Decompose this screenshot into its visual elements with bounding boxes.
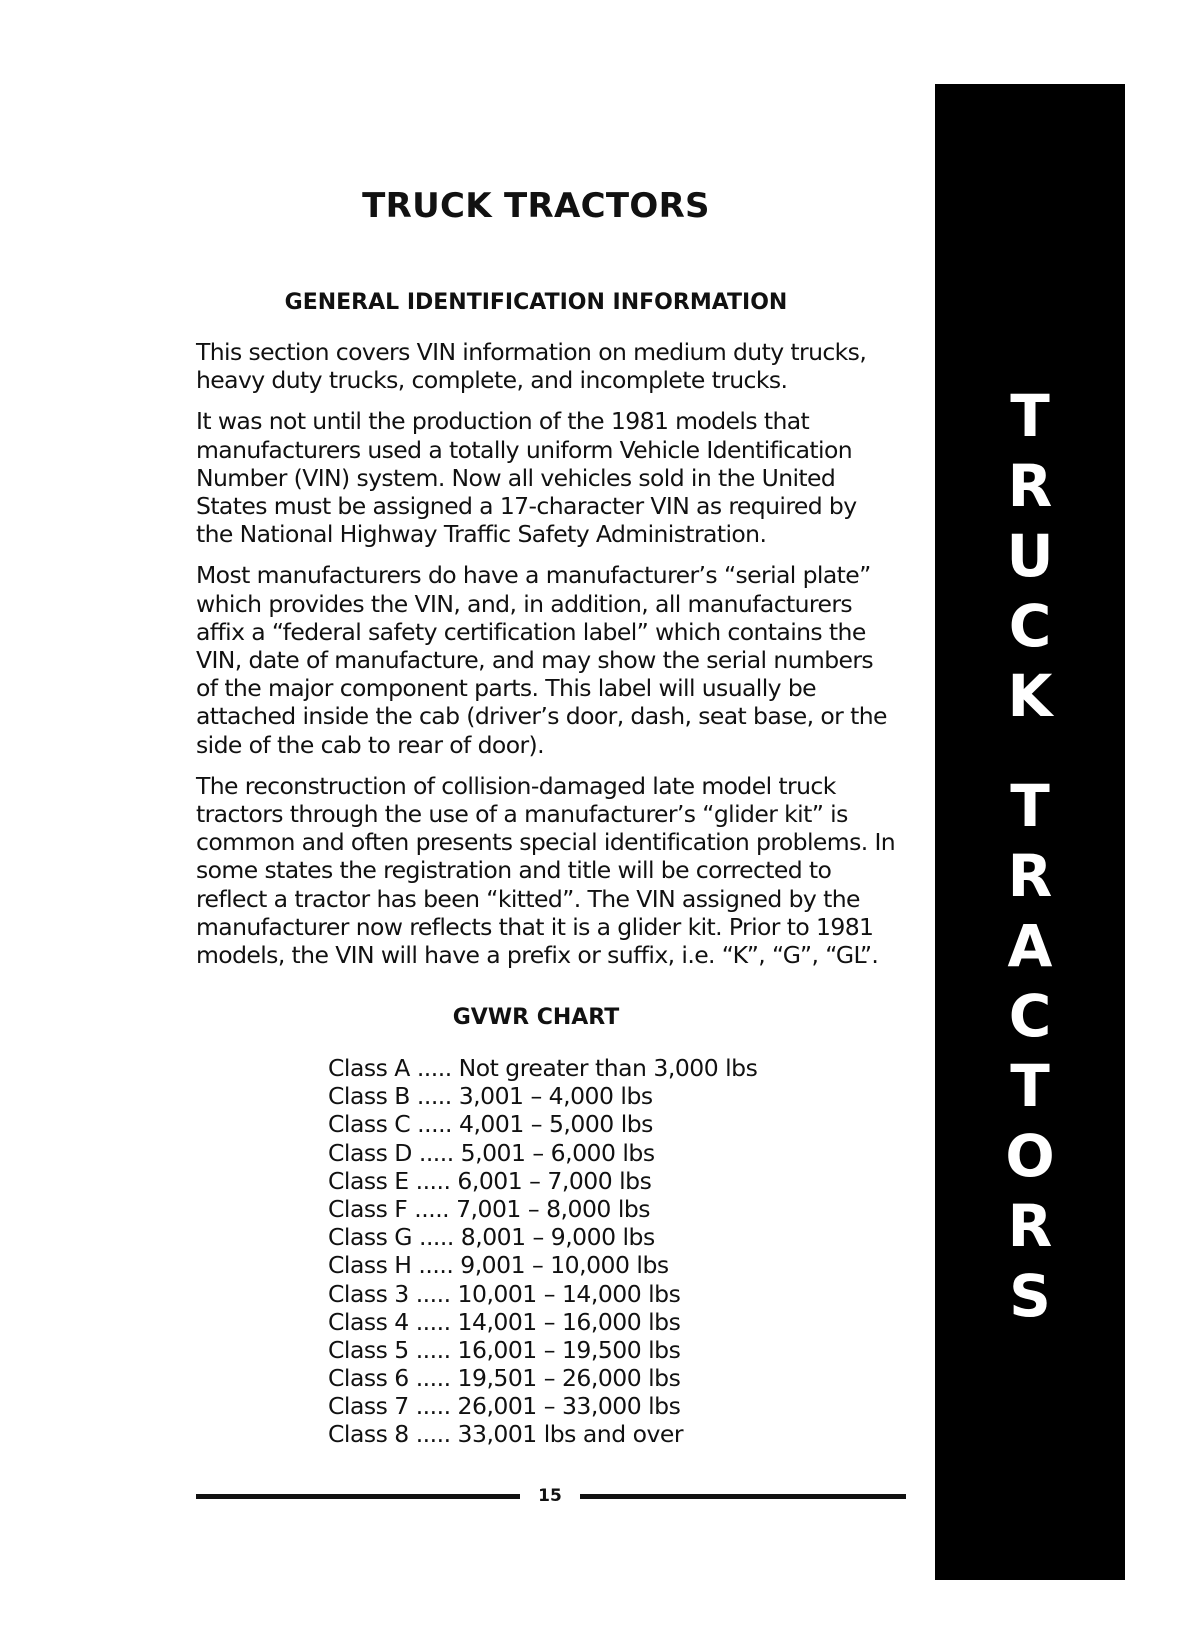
gvwr-row: Class 7 ..... 26,001 – 33,000 lbs (328, 1392, 681, 1421)
page-footer (196, 1486, 906, 1506)
paragraph: It was not until the production of the 1981 models that manufacturers used a totally uniform Vehicle Identification Number (VIN) system. Now all vehicles sold in the United States must be assigned a 17-character VIN as required by the National Highway Traffic Safety Administration. (196, 407, 857, 549)
side-tab-letter: T (1010, 772, 1050, 840)
gvwr-chart-list (328, 1054, 757, 1449)
gvwr-row: Class A ..... Not greater than 3,000 lbs (328, 1054, 758, 1082)
side-tab-letter: R (1007, 842, 1053, 910)
side-tab-letter: S (1009, 1262, 1051, 1330)
side-tab-letter: A (1007, 912, 1053, 980)
side-tab (935, 84, 1125, 1580)
gvwr-row: Class 8 ..... 33,001 lbs and over (328, 1420, 683, 1449)
footer-rule-right (580, 1494, 906, 1499)
gvwr-row: Class 5 ..... 16,001 – 19,500 lbs (328, 1335, 681, 1364)
body-text (196, 338, 896, 982)
gvwr-row: Class 3 ..... 10,001 – 14,000 lbs (328, 1279, 681, 1308)
side-tab-letter: K (1007, 662, 1053, 730)
gvwr-row: Class H ..... 9,001 – 10,000 lbs (328, 1251, 669, 1280)
page-title: TRUCK TRACTORS (362, 186, 710, 226)
gvwr-chart-heading: GVWR CHART (452, 1005, 620, 1030)
gvwr-row: Class D ..... 5,001 – 6,000 lbs (328, 1138, 655, 1167)
side-tab-letter: U (1006, 522, 1054, 590)
gvwr-row: Class E ..... 6,001 – 7,000 lbs (328, 1166, 652, 1195)
gvwr-row: Class G ..... 8,001 – 9,000 lbs (328, 1223, 655, 1252)
paragraph: This section covers VIN information on medium duty trucks, heavy duty trucks, complete, and incomplete trucks. (196, 338, 867, 395)
gvwr-row: Class F ..... 7,001 – 8,000 lbs (328, 1194, 651, 1223)
gvwr-row: Class 4 ..... 14,001 – 16,000 lbs (328, 1307, 681, 1336)
side-tab-letter: C (1008, 592, 1052, 660)
side-tab-letter: T (1010, 382, 1050, 450)
side-tab-letter: C (1008, 982, 1052, 1050)
footer-rule-left (196, 1494, 520, 1499)
paragraph: The reconstruction of collision-damaged late model truck tractors through the use of a manufacturer’s “glider kit” is common and often presents special identification problems. In some states the registration and title will be corrected to reflect a tractor has been “kitted”. The VIN assigned by the manufacturer now reflects that it is a glider kit. Prior to 1981 models, the VIN will have a prefix or suffix, i.e. “K”, “G”, “GL”. (196, 771, 896, 970)
gvwr-row: Class 6 ..... 19,501 – 26,000 lbs (328, 1364, 681, 1393)
side-tab-letter: R (1007, 452, 1053, 520)
paragraph: Most manufacturers do have a manufacturer’s “serial plate” which provides the VIN, and, in addition, all manufacturers affix a “federal safety certification label” which contains the VIN, date of manufacture, and may show the serial numbers of the major component parts. This label will usually be attached inside the cab (driver’s door, dash, seat base, or the side of the cab to rear of door). (196, 561, 887, 759)
side-tab-letter: O (1005, 1122, 1055, 1190)
page-number: 15 (538, 1486, 562, 1506)
gvwr-row: Class C ..... 4,001 – 5,000 lbs (328, 1110, 653, 1139)
side-tab-letter: R (1007, 1192, 1053, 1260)
section-heading: GENERAL IDENTIFICATION INFORMATION (284, 290, 788, 315)
gvwr-row: Class B ..... 3,001 – 4,000 lbs (328, 1082, 653, 1111)
side-tab-letter: T (1010, 1052, 1050, 1120)
